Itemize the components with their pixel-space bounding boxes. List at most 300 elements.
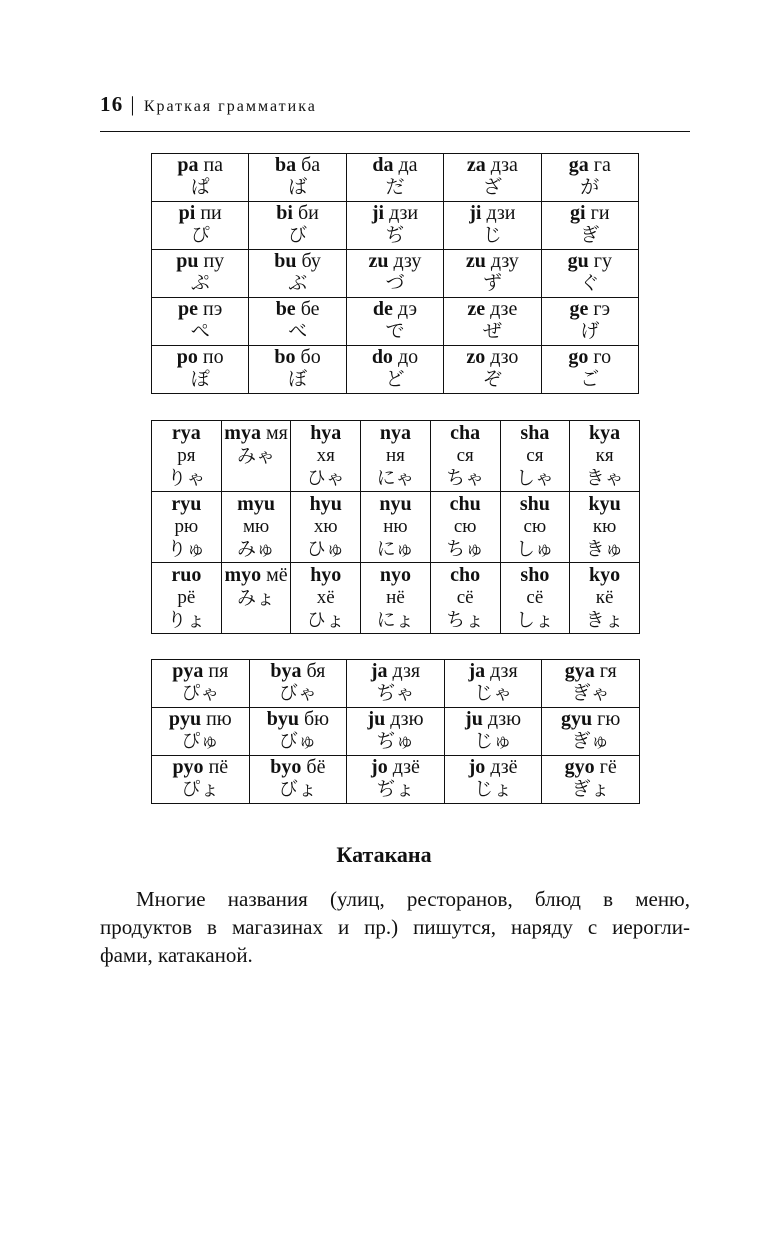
cell-heading xyxy=(347,660,444,683)
romaji-label: po xyxy=(176,346,198,368)
cyrillic-label: бу xyxy=(301,250,321,272)
hiragana-glyph: びゅ xyxy=(278,730,317,752)
kana-cell xyxy=(541,346,638,394)
cell-heading xyxy=(501,492,570,516)
cell-heading xyxy=(542,202,638,225)
cell-heading xyxy=(542,298,638,321)
table-row xyxy=(152,250,639,298)
cyrillic-label: пэ xyxy=(203,298,223,320)
kana-cell xyxy=(444,660,542,708)
hiragana-glyph: ぜ xyxy=(482,320,502,342)
cell-heading xyxy=(570,421,639,445)
cyrillic-label: сё xyxy=(456,587,474,608)
hiragana-glyph: じゅ xyxy=(474,730,513,752)
cell-heading xyxy=(431,421,500,445)
kana-cell xyxy=(361,563,431,634)
cell-heading xyxy=(152,660,249,683)
cyrillic-label: го xyxy=(593,346,612,368)
cyrillic-label: дэ xyxy=(397,298,418,320)
kana-cell xyxy=(152,154,249,202)
hiragana-glyph: ちゃ xyxy=(446,467,485,489)
romaji-label: myu xyxy=(237,493,275,515)
cell-heading xyxy=(431,492,500,516)
hiragana-glyph: ぎゃ xyxy=(571,682,610,704)
kana-cell xyxy=(291,563,361,634)
cell-heading xyxy=(249,202,345,225)
romaji-label: ge xyxy=(569,298,589,320)
cyrillic-label: пю xyxy=(206,708,232,730)
hiragana-glyph: び xyxy=(288,224,308,246)
romaji-label: go xyxy=(568,346,589,368)
kana-cell xyxy=(430,563,500,634)
table-row xyxy=(152,756,640,804)
romaji-label: ju xyxy=(465,708,483,730)
cell-heading xyxy=(501,421,570,445)
romaji-label: myo xyxy=(224,564,262,586)
hiragana-glyph: ひゅ xyxy=(306,538,345,560)
cell-heading xyxy=(152,563,221,587)
hiragana-glyph: ぱ xyxy=(190,176,210,198)
kana-cell xyxy=(249,346,346,394)
romaji-label: pa xyxy=(177,154,199,176)
cell-heading xyxy=(250,756,347,779)
cell-heading xyxy=(570,563,639,587)
romaji-label: pyo xyxy=(172,756,204,778)
kana-cell xyxy=(291,421,361,492)
hiragana-glyph: ぴょ xyxy=(181,778,220,800)
romaji-label: zu xyxy=(465,250,486,272)
kana-cell xyxy=(500,421,570,492)
kana-cell xyxy=(249,202,346,250)
kana-cell xyxy=(249,250,346,298)
kana-cell xyxy=(444,154,541,202)
cell-heading xyxy=(222,492,291,516)
romaji-label: kyu xyxy=(588,493,621,515)
cell-heading xyxy=(570,492,639,516)
romaji-label: nya xyxy=(379,422,412,444)
cyrillic-label: кя xyxy=(595,445,614,466)
kana-cell xyxy=(347,708,445,756)
cell-heading xyxy=(444,250,540,273)
cell-heading xyxy=(347,346,443,369)
hiragana-glyph: みゅ xyxy=(237,538,276,560)
hiragana-glyph: しょ xyxy=(515,609,554,631)
romaji-label: hyu xyxy=(309,493,342,515)
cell-heading xyxy=(152,708,249,731)
yoon-kana-table xyxy=(151,420,640,634)
cell-heading xyxy=(222,563,291,587)
romaji-label: cho xyxy=(450,564,481,586)
romaji-label: ga xyxy=(568,154,589,176)
kana-cell xyxy=(444,756,542,804)
cyrillic-label: кё xyxy=(595,587,614,608)
running-header xyxy=(100,92,690,124)
kana-cell xyxy=(444,250,541,298)
kana-cell xyxy=(152,421,222,492)
kana-cell xyxy=(541,154,638,202)
cyrillic-label: би xyxy=(297,202,319,224)
table-row xyxy=(152,708,640,756)
cyrillic-label: сю xyxy=(453,516,477,537)
cell-heading xyxy=(249,298,345,321)
romaji-label: za xyxy=(466,154,486,176)
kana-cell xyxy=(249,154,346,202)
hiragana-glyph: ぎゅ xyxy=(571,730,610,752)
romaji-label: de xyxy=(372,298,393,320)
romaji-label: jo xyxy=(468,756,486,778)
section-title: Катакана xyxy=(336,842,432,867)
kana-cell xyxy=(347,660,445,708)
hiragana-glyph: ちょ xyxy=(446,609,485,631)
cyrillic-label: сю xyxy=(523,516,547,537)
page-number: 16 xyxy=(100,92,124,116)
hiragana-glyph: で xyxy=(385,320,405,342)
cell-heading xyxy=(249,250,345,273)
hiragana-glyph: にゅ xyxy=(376,538,415,560)
cell-heading xyxy=(249,154,345,177)
hiragana-glyph: りょ xyxy=(167,609,206,631)
kana-cell xyxy=(541,250,638,298)
kana-cell xyxy=(249,660,347,708)
romaji-label: zu xyxy=(368,250,389,272)
hiragana-glyph: ど xyxy=(385,368,405,390)
cyrillic-label: мё xyxy=(266,564,288,586)
romaji-label: pyu xyxy=(168,708,202,730)
cell-heading xyxy=(222,421,291,445)
cyrillic-label: кю xyxy=(592,516,617,537)
voiced-kana-table xyxy=(151,153,639,394)
cell-heading xyxy=(444,202,540,225)
cyrillic-label: дзю xyxy=(390,708,424,730)
romaji-label: bya xyxy=(270,660,302,682)
cyrillic-label: дзя xyxy=(392,660,421,682)
cell-heading xyxy=(361,563,430,587)
cell-heading xyxy=(152,492,221,516)
cell-heading xyxy=(291,421,360,445)
cell-heading xyxy=(445,660,542,683)
cyrillic-label: ня xyxy=(386,445,405,466)
kana-cell xyxy=(500,492,570,563)
hiragana-glyph: きゃ xyxy=(585,467,624,489)
romaji-label: jo xyxy=(371,756,388,778)
cell-heading xyxy=(291,563,360,587)
cell-heading xyxy=(542,660,639,683)
cell-heading xyxy=(444,346,540,369)
cyrillic-label: рю xyxy=(174,516,199,537)
kana-cell xyxy=(152,298,249,346)
hiragana-glyph: ぢゃ xyxy=(376,682,415,704)
romaji-label: shu xyxy=(519,493,550,515)
kana-cell xyxy=(570,563,640,634)
cyrillic-label: бо xyxy=(300,346,321,368)
hiragana-glyph: ざ xyxy=(482,176,502,198)
table-row xyxy=(152,346,639,394)
romaji-label: gi xyxy=(570,202,586,224)
cyrillic-label: ря xyxy=(177,445,196,466)
cyrillic-label: гэ xyxy=(593,298,611,320)
romaji-label: bi xyxy=(276,202,293,224)
hiragana-glyph: ぺ xyxy=(190,320,210,342)
cyrillic-label: дза xyxy=(490,154,518,176)
hiragana-glyph: ぷ xyxy=(190,272,210,294)
kana-cell xyxy=(346,202,443,250)
hiragana-glyph: じゃ xyxy=(474,682,513,704)
romaji-label: bo xyxy=(274,346,296,368)
romaji-label: pi xyxy=(178,202,196,224)
cyrillic-label: бе xyxy=(300,298,320,320)
cell-heading xyxy=(152,421,221,445)
romaji-label: pe xyxy=(178,298,199,320)
cyrillic-label: дзу xyxy=(393,250,422,272)
hiragana-glyph: ぢゅ xyxy=(376,730,415,752)
romaji-label: be xyxy=(275,298,296,320)
table-row xyxy=(152,154,639,202)
table-row xyxy=(152,298,639,346)
cell-heading xyxy=(444,154,540,177)
cell-heading xyxy=(542,756,639,779)
kana-cell xyxy=(221,492,291,563)
romaji-label: byo xyxy=(270,756,302,778)
hiragana-glyph: ぐ xyxy=(580,272,600,294)
voiced-yoon-kana-table xyxy=(151,659,640,804)
table-row xyxy=(152,492,640,563)
kana-cell xyxy=(542,756,640,804)
cyrillic-label: бё xyxy=(306,756,326,778)
cell-heading xyxy=(542,708,639,731)
cell-heading xyxy=(347,756,444,779)
hiragana-glyph: ぎょ xyxy=(571,778,610,800)
romaji-label: sho xyxy=(520,564,550,586)
kana-cell xyxy=(430,492,500,563)
cyrillic-label: ню xyxy=(383,516,408,537)
cyrillic-label: дзю xyxy=(487,708,522,730)
kana-cell xyxy=(152,346,249,394)
hiragana-glyph: ぶ xyxy=(288,272,308,294)
romaji-label: cha xyxy=(450,422,481,444)
kana-cell xyxy=(346,250,443,298)
kana-cell xyxy=(221,563,291,634)
cell-heading xyxy=(542,346,638,369)
kana-cell xyxy=(541,202,638,250)
kana-cell xyxy=(500,563,570,634)
romaji-label: gyu xyxy=(561,708,593,730)
kana-cell xyxy=(570,492,640,563)
kana-cell xyxy=(152,250,249,298)
romaji-label: ji xyxy=(371,202,385,224)
paragraph-line: Многие названия (улиц, ресторанов, блюд в меню, xyxy=(136,887,690,911)
cyrillic-label: дзе xyxy=(490,298,518,320)
kana-cell xyxy=(347,756,445,804)
hiragana-glyph: じょ xyxy=(474,778,513,800)
hiragana-glyph: きゅ xyxy=(585,538,624,560)
cell-heading xyxy=(152,250,248,273)
kana-cell xyxy=(361,421,431,492)
cyrillic-label: хя xyxy=(316,445,335,466)
kana-cell xyxy=(221,421,291,492)
hiragana-glyph: じ xyxy=(482,224,502,246)
cell-heading xyxy=(152,346,248,369)
hiragana-glyph: が xyxy=(580,176,600,198)
romaji-label: chu xyxy=(449,493,481,515)
cyrillic-label: ги xyxy=(590,202,610,224)
romaji-label: pu xyxy=(176,250,199,272)
romaji-label: gu xyxy=(567,250,589,272)
romaji-label: zo xyxy=(466,346,486,368)
kana-cell xyxy=(444,202,541,250)
cell-heading xyxy=(361,492,430,516)
kana-cell xyxy=(152,708,250,756)
cyrillic-label: гё xyxy=(599,756,617,778)
cell-heading xyxy=(347,202,443,225)
romaji-label: ju xyxy=(367,708,386,730)
cell-heading xyxy=(347,250,443,273)
romaji-label: ryu xyxy=(171,493,202,515)
hiragana-glyph: ぢょ xyxy=(376,778,415,800)
romaji-label: pya xyxy=(172,660,204,682)
cyrillic-label: пя xyxy=(208,660,229,682)
cyrillic-label: рё xyxy=(177,587,196,608)
cyrillic-label: гю xyxy=(597,708,621,730)
kana-cell xyxy=(570,421,640,492)
romaji-label: mya xyxy=(224,422,261,444)
cyrillic-label: бю xyxy=(303,708,330,730)
cyrillic-label: дзи xyxy=(389,202,419,224)
cyrillic-label: ся xyxy=(526,445,544,466)
romaji-label: kya xyxy=(589,422,621,444)
body-paragraph xyxy=(100,885,690,969)
kana-cell xyxy=(291,492,361,563)
cyrillic-label: дзё xyxy=(392,756,420,778)
hiragana-glyph: ご xyxy=(580,368,600,390)
cyrillic-label: па xyxy=(203,154,224,176)
hiragana-glyph: ぽ xyxy=(190,368,210,390)
cell-heading xyxy=(152,756,249,779)
romaji-label: byu xyxy=(266,708,299,730)
hiragana-glyph: きょ xyxy=(585,609,624,631)
hiragana-glyph: ば xyxy=(288,176,308,198)
hiragana-glyph: みょ xyxy=(237,587,276,609)
cyrillic-label: по xyxy=(202,346,224,368)
kana-cell xyxy=(444,708,542,756)
paragraph-line: фами, катаканой. xyxy=(100,943,253,967)
romaji-label: ja xyxy=(370,660,388,682)
cyrillic-label: сё xyxy=(526,587,544,608)
hiragana-glyph: りゅ xyxy=(167,538,206,560)
kana-cell xyxy=(249,298,346,346)
cyrillic-label: мя xyxy=(265,422,288,444)
cyrillic-label: ба xyxy=(301,154,321,176)
table-row xyxy=(152,202,639,250)
cell-heading xyxy=(250,660,347,683)
kana-cell xyxy=(444,298,541,346)
hiragana-glyph: にょ xyxy=(376,609,415,631)
hiragana-glyph: みゃ xyxy=(237,445,276,467)
hiragana-glyph: りゃ xyxy=(167,467,206,489)
cyrillic-label: пи xyxy=(200,202,222,224)
hiragana-glyph: だ xyxy=(385,176,405,198)
cell-heading xyxy=(347,154,443,177)
cyrillic-label: хё xyxy=(316,587,335,608)
cell-heading xyxy=(445,756,542,779)
hiragana-glyph: にゃ xyxy=(376,467,415,489)
romaji-label: gya xyxy=(564,660,595,682)
kana-cell xyxy=(444,346,541,394)
hiragana-glyph: ひょ xyxy=(306,609,345,631)
kana-cell xyxy=(430,421,500,492)
kana-cell xyxy=(542,660,640,708)
cyrillic-label: гу xyxy=(593,250,612,272)
cell-heading xyxy=(542,250,638,273)
kana-cell xyxy=(249,708,347,756)
cyrillic-label: до xyxy=(397,346,419,368)
cell-heading xyxy=(152,202,248,225)
table-row xyxy=(152,563,640,634)
kana-cell xyxy=(541,298,638,346)
cyrillic-label: дзи xyxy=(486,202,516,224)
romaji-label: kyo xyxy=(589,564,621,586)
hiragana-glyph: ぞ xyxy=(482,368,502,390)
cell-heading xyxy=(431,563,500,587)
cyrillic-label: гя xyxy=(599,660,617,682)
cell-heading xyxy=(501,563,570,587)
romaji-label: bu xyxy=(274,250,297,272)
hiragana-glyph: ぴ xyxy=(190,224,210,246)
romaji-label: gyo xyxy=(564,756,595,778)
romaji-label: rya xyxy=(171,422,201,444)
header-rule xyxy=(100,131,690,132)
hiragana-glyph: ぎ xyxy=(580,224,600,246)
cyrillic-label: пу xyxy=(203,250,225,272)
cell-heading xyxy=(445,708,542,731)
hiragana-glyph: ぼ xyxy=(288,368,308,390)
hiragana-glyph: づ xyxy=(385,272,405,294)
cyrillic-label: га xyxy=(593,154,611,176)
cell-heading xyxy=(291,492,360,516)
kana-cell xyxy=(542,708,640,756)
header-separator: | xyxy=(130,92,136,116)
hiragana-glyph: ぴゅ xyxy=(181,730,220,752)
hiragana-glyph: べ xyxy=(288,320,308,342)
kana-cell xyxy=(152,563,222,634)
cyrillic-label: дзя xyxy=(490,660,518,682)
hiragana-glyph: びょ xyxy=(278,778,317,800)
cyrillic-label: бя xyxy=(306,660,326,682)
romaji-label: ze xyxy=(467,298,486,320)
romaji-label: ba xyxy=(274,154,297,176)
kana-cell xyxy=(152,660,250,708)
romaji-label: hyo xyxy=(310,564,342,586)
cell-heading xyxy=(347,708,444,731)
cyrillic-label: нё xyxy=(386,587,405,608)
romaji-label: ji xyxy=(469,202,482,224)
romaji-label: da xyxy=(372,154,394,176)
cell-heading xyxy=(444,298,540,321)
romaji-label: sha xyxy=(520,422,550,444)
cell-heading xyxy=(347,298,443,321)
romaji-label: ruo xyxy=(171,564,202,586)
table-row xyxy=(152,660,640,708)
hiragana-glyph: ず xyxy=(482,272,502,294)
hiragana-glyph: ひゃ xyxy=(306,467,345,489)
cyrillic-label: дзё xyxy=(490,756,518,778)
hiragana-glyph: ぢ xyxy=(385,224,405,246)
hiragana-glyph: ぴゃ xyxy=(181,682,220,704)
romaji-label: nyu xyxy=(379,493,412,515)
hiragana-glyph: しゅ xyxy=(515,538,554,560)
cell-heading xyxy=(542,154,638,177)
romaji-label: ja xyxy=(468,660,486,682)
cyrillic-label: хю xyxy=(313,516,338,537)
